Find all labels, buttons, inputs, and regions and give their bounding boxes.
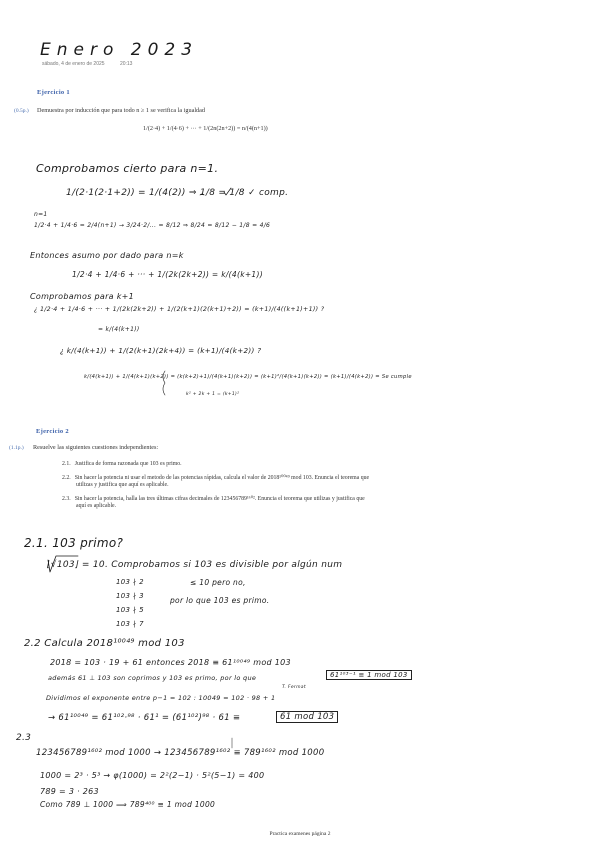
exercise-1-heading: Ejercicio 1	[37, 89, 70, 96]
answer-2-1-sqrt: ⌊√103⌋ = 10. Comprobamos si 103 es divisible por algún num	[47, 560, 343, 570]
page-title: Enero 2023	[40, 40, 199, 60]
proof-base-case: Comprobamos cierto para n=1.	[36, 162, 219, 175]
exercise-1-points: (0.5p.)	[14, 108, 29, 114]
answer-2-3-euler: Como 789 ⊥ 1000 ⟹ 789⁴⁰⁰ ≡ 1 mod 1000	[40, 800, 216, 809]
proof-step-label: Comprobamos para k+1	[30, 292, 135, 301]
answer-2-1-div5: 103 ∤ 5	[116, 606, 144, 614]
answer-2-1-title: 2.1. 103 primo?	[24, 536, 124, 550]
proof-n1-calc: 1/2·4 + 1/4·6 = 2/4(n+1) → 3/24·2/... = 8/12 ⇒ 8/24 = 8/12 − 1/8 = 4/6	[34, 222, 271, 229]
item-text: Justifica de forma razonada que 103 es primo.	[74, 461, 182, 467]
proof-step-substitution: = k/(4(k+1))	[98, 326, 140, 333]
answer-2-1-div2: 103 ∤ 2	[116, 578, 144, 586]
answer-2-2-coprime: además 61 ⊥ 103 son coprimos y 103 es primo, por lo que	[48, 674, 257, 682]
exercise-2-heading: Ejercicio 2	[36, 428, 69, 435]
answer-2-1-div3: 103 ∤ 3	[116, 592, 144, 600]
answer-2-2-fermat-box: 61¹⁰³⁻¹ ≡ 1 mod 103	[326, 670, 412, 680]
proof-base-check: 1/(2·1(2·1+2)) = 1/(4(2)) ⇒ 1/8 = 1/8 ✓ comp.	[66, 188, 289, 198]
answer-2-3-phi: 1000 = 2³ · 5³ → φ(1000) = 2²(2−1) · 5²(5−1) = 400	[40, 771, 265, 780]
proof-step-final: k/(4(k+1)) + 1/(4(k+1)(k+2)) = (k(k+2)+1)/(4(k+1)(k+2)) = (k+1)²/(4(k+1)(k+2)) = (k+1)/(4(k+2)) = Se cumple	[84, 374, 412, 380]
item-number: 2.2.	[62, 475, 71, 481]
answer-2-2-title: 2.2 Calcula 2018¹⁰⁰⁴⁹ mod 103	[24, 638, 185, 649]
answer-2-3-title: 2.3	[16, 733, 32, 743]
answer-2-3-factor: 789 = 3 · 263	[40, 787, 99, 796]
item-number: 2.1.	[62, 461, 71, 467]
page-time: 20:13	[119, 61, 133, 67]
answer-2-3-reduction: 123456789¹⁶⁰² mod 1000 → 123456789¹⁶⁰² ≡ 789¹⁶⁰² mod 1000	[36, 748, 325, 758]
proof-n1-label: n=1	[34, 211, 48, 218]
answer-2-1-conclusion: por lo que 103 es primo.	[170, 596, 270, 605]
proof-hypothesis-formula: 1/2·4 + 1/4·6 + ··· + 1/(2k(2k+2)) = k/(4(k+1))	[72, 270, 263, 279]
answer-2-2-result-box: 61 mod 103	[276, 711, 338, 723]
exercise-1-formula: 1/(2·4) + 1/(4·6) + ··· + 1/(2n(2n+2)) = n/(4(n+1))	[143, 125, 268, 132]
item-text: Sin hacer la potencia, halla las tres últimas cifras decimales de 123456789¹⁶⁰². Enuncia el teorema que utilizas y justifica que aquí es aplicable.	[74, 496, 365, 510]
item-text: Sin hacer la potencia ni usar el metodo de las potencias rápidas, calcula el valor de 2018¹⁰⁰⁴⁹ mod 103. Enuncia el teorema que utilizas y justifica que aquí es aplicable.	[74, 475, 370, 489]
proof-hypothesis: Entonces asumo por dado para n=k	[30, 251, 184, 260]
answer-2-2-reduction: 2018 = 103 · 19 + 61 entonces 2018 ≡ 61¹⁰⁰⁴⁹ mod 103	[50, 658, 291, 667]
exercise-1-statement: Demuestra por inducción que para todo n ≥ 1 se verifica la igualdad	[37, 107, 205, 114]
proof-step-question: ¿ k/(4(k+1)) + 1/(2(k+1)(2k+4)) = (k+1)/(4(k+2)) ?	[60, 346, 262, 355]
proof-step-formula: ¿ 1/2·4 + 1/4·6 + ··· + 1/(2k(2k+2)) + 1/(2(k+1)(2(k+1)+2)) = (k+1)/(4((k+1)+1)) ?	[34, 306, 325, 313]
answer-2-2-result: → 61¹⁰⁰⁴⁹ = 61¹⁰²·⁹⁸ · 61¹ = (61¹⁰²)⁹⁸ · 61 ≡	[48, 713, 241, 723]
page-footer: Practica examenes página 2	[269, 831, 331, 837]
answer-2-2-divide-exp: Dividimos el exponente entre p−1 = 102 : 10049 = 102 · 98 + 1	[46, 694, 276, 702]
page-date: sábado, 4 de enero de 2025	[42, 61, 105, 67]
answer-2-2-fermat-note: T. Fermat	[282, 685, 306, 690]
exercise-2-points: (1.1p.)	[9, 445, 24, 451]
answer-2-1-note: ≤ 10 pero no,	[190, 578, 246, 587]
exercise-2-statement: Resuelve las siguientes cuestiones independientes:	[33, 444, 159, 451]
proof-square-note: k² + 2k + 1 = (k+1)²	[186, 392, 240, 397]
answer-2-1-div7: 103 ∤ 7	[116, 620, 144, 628]
item-number: 2.3.	[62, 496, 71, 502]
